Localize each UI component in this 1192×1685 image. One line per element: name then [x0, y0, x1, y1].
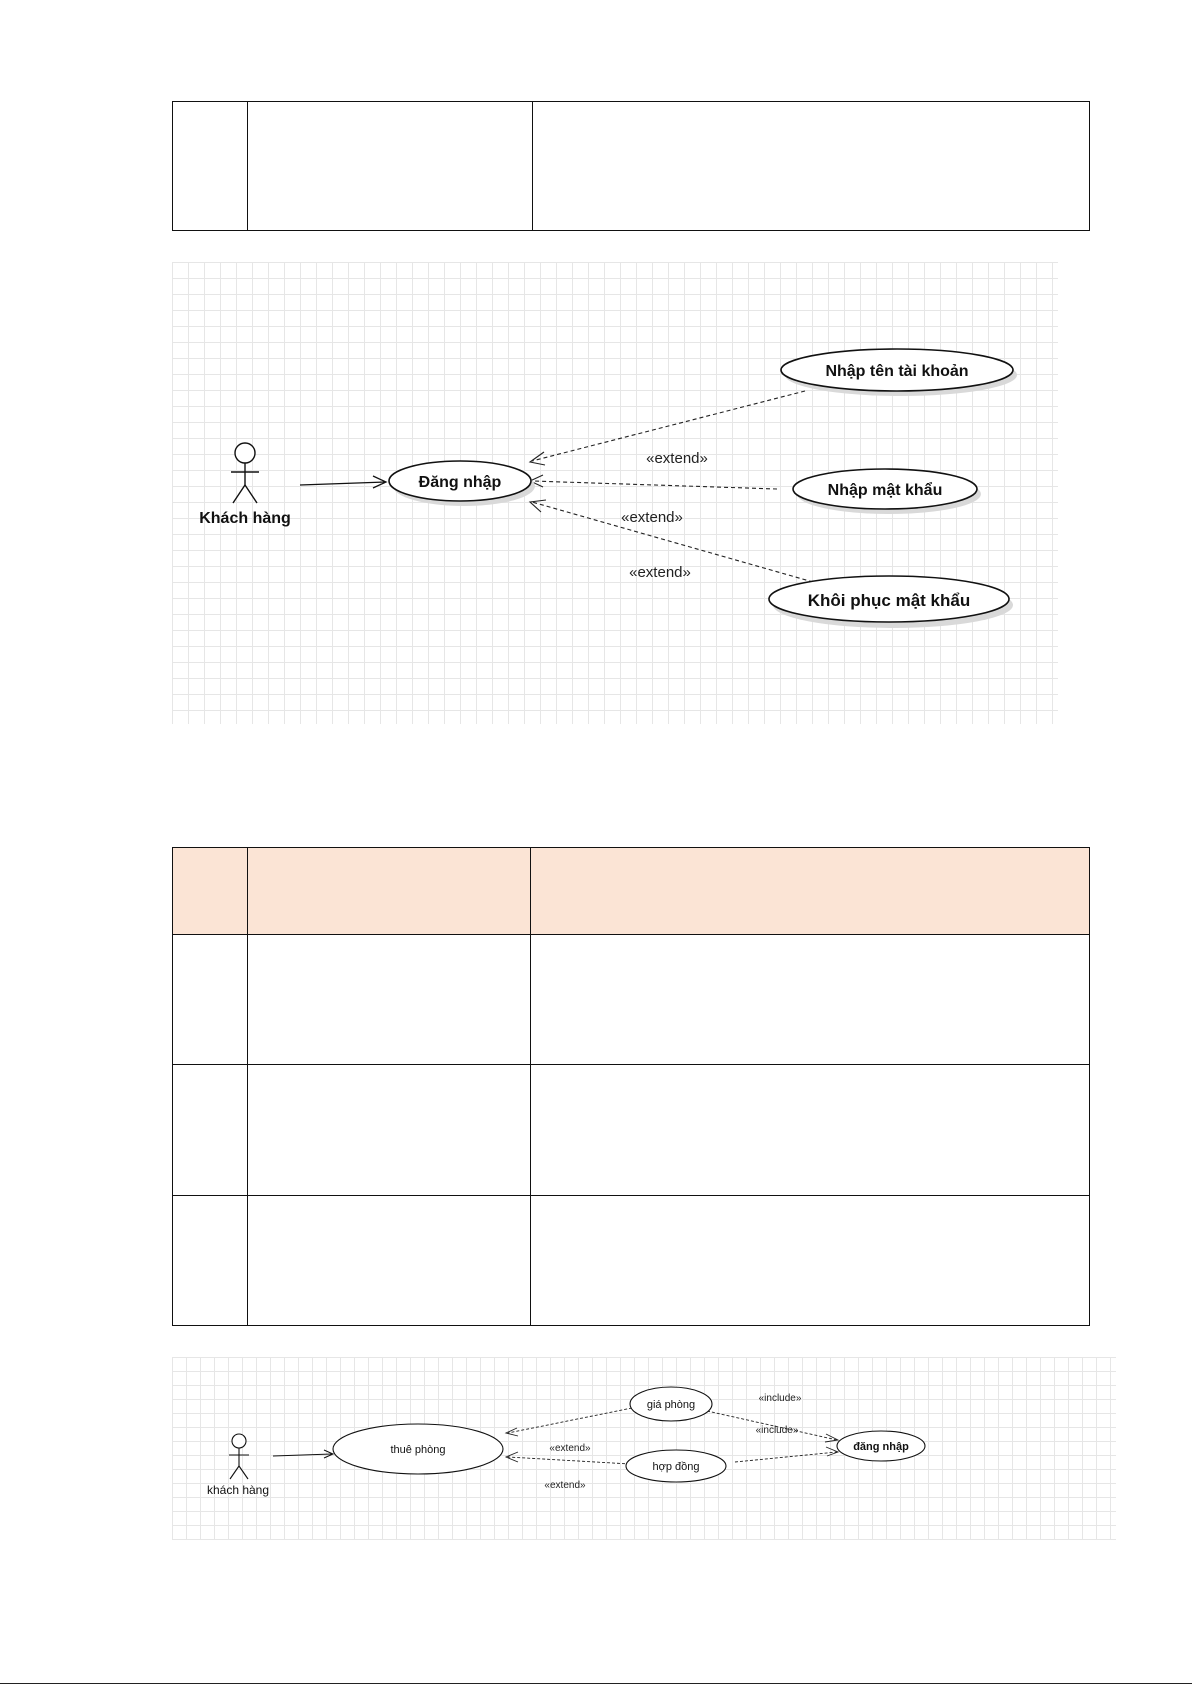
- usecase-thue-phong: [333, 1424, 503, 1474]
- actor-label: khách hàng: [206, 1483, 270, 1497]
- extend-label: «extend»: [646, 450, 708, 467]
- usecase-label: Nhập tên tài khoản: [825, 363, 969, 380]
- extend-label: «extend»: [549, 1443, 591, 1454]
- usecase-hop-dong: [626, 1450, 726, 1482]
- usecase-label: đăng nhập: [853, 1441, 909, 1453]
- include-label: «include»: [758, 1393, 802, 1404]
- page-bottom-rule: [0, 1683, 1192, 1684]
- extend-label: «extend»: [544, 1480, 586, 1491]
- usecase-label: Đăng nhập: [418, 474, 502, 491]
- usecase-dang-nhap: [837, 1431, 925, 1461]
- actor-label: Khách hàng: [199, 510, 291, 527]
- include-label: «include»: [755, 1425, 799, 1436]
- usecase-gia-phong: [630, 1387, 712, 1421]
- extend-label: «extend»: [629, 564, 691, 581]
- usecase-label: Nhập mật khẩu: [827, 482, 943, 499]
- usecase-label: Khôi phục mật khẩu: [807, 591, 971, 610]
- usecase-label: hợp đồng: [652, 1461, 700, 1473]
- extend-label: «extend»: [621, 509, 683, 526]
- usecase-label: thuê phòng: [390, 1444, 446, 1456]
- usecase-label: giá phòng: [646, 1399, 696, 1411]
- actor-figure-icon: [229, 1434, 249, 1479]
